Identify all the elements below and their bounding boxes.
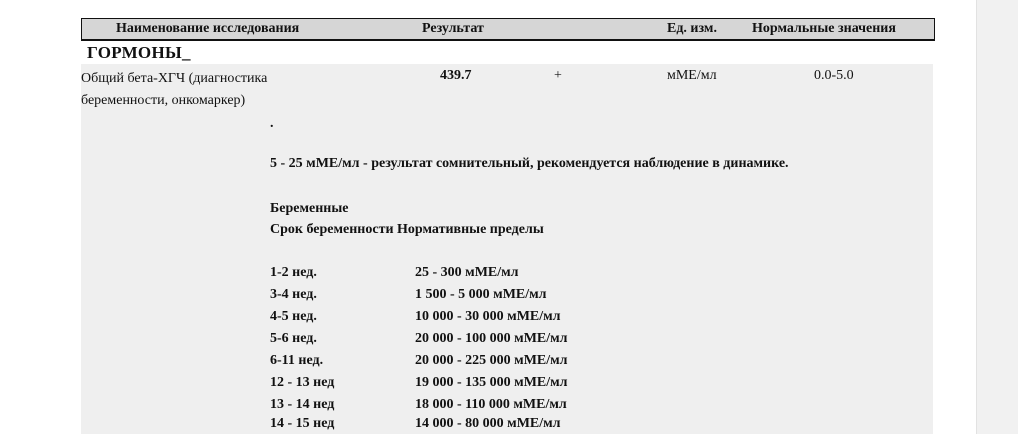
section-title: ГОРМОНЫ_	[87, 43, 191, 62]
range: 10 000 - 30 000 мМЕ/мл	[415, 309, 561, 324]
term: 5-6 нед.	[270, 331, 317, 346]
term: 6-11 нед.	[270, 353, 324, 368]
term: 13 - 14 нед	[270, 397, 335, 412]
term: 14 - 15 нед	[270, 416, 335, 431]
header-name: Наименование исследования	[116, 21, 300, 36]
test-name-line2: беременности, онкомаркер)	[81, 93, 246, 108]
range: 25 - 300 мМЕ/мл	[415, 265, 519, 280]
term: 1-2 нед.	[270, 265, 317, 280]
comment-doubtful: 5 - 25 мМЕ/мл - результат сомнительный, рекомендуется наблюдение в динамике.	[270, 156, 789, 171]
range: 19 000 - 135 000 мМЕ/мл	[415, 375, 568, 390]
test-name	[81, 68, 267, 112]
pregnant-title: Беременные	[270, 201, 349, 216]
comment-dot: .	[270, 116, 274, 131]
range: 1 500 - 5 000 мМЕ/мл	[415, 287, 547, 302]
test-norm: 0.0-5.0	[814, 68, 854, 83]
viewer-edge	[976, 0, 1018, 434]
term: 3-4 нед.	[270, 287, 317, 302]
test-flag: +	[554, 68, 562, 83]
header-norm: Нормальные значения	[752, 21, 896, 36]
test-name-line1: Общий бета-ХГЧ (диагностика	[81, 71, 268, 86]
table-header	[81, 18, 935, 41]
range: 18 000 - 110 000 мМЕ/мл	[415, 397, 567, 412]
term: 4-5 нед.	[270, 309, 317, 324]
test-result: 439.7	[440, 68, 472, 83]
range: 14 000 - 80 000 мМЕ/мл	[415, 416, 561, 431]
test-unit: мМЕ/мл	[667, 68, 717, 83]
pregnant-subheader: Срок беременности Нормативные пределы	[270, 222, 544, 237]
header-unit: Ед. изм.	[667, 21, 717, 36]
range: 20 000 - 100 000 мМЕ/мл	[415, 331, 568, 346]
range: 20 000 - 225 000 мМЕ/мл	[415, 353, 568, 368]
term: 12 - 13 нед	[270, 375, 335, 390]
header-result: Результат	[422, 21, 484, 36]
